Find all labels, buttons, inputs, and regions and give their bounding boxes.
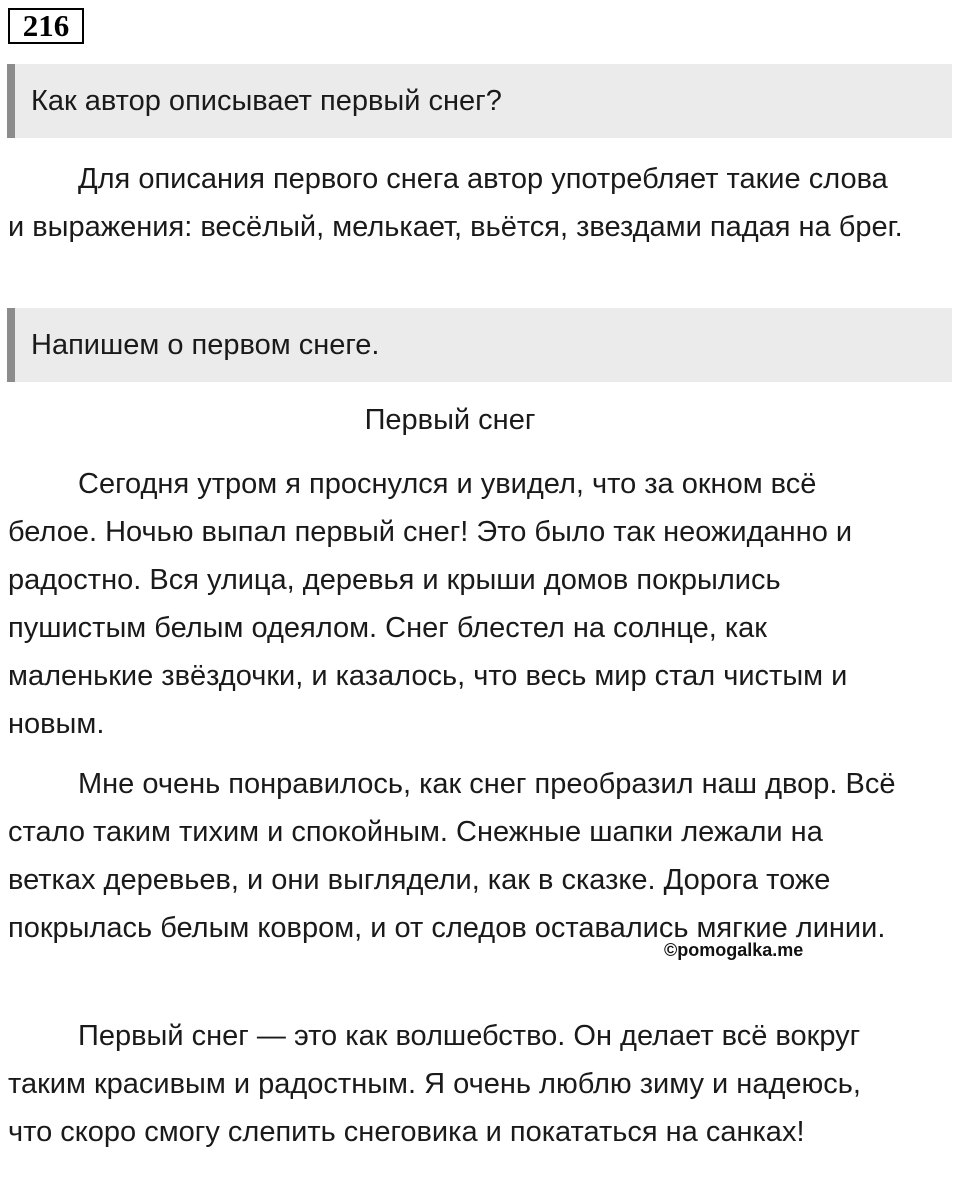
watermark: ©pomogalka.me (664, 940, 804, 960)
question-1: Как автор описывает первый снег? (7, 64, 952, 138)
question-2: Напишем о первом снеге. (7, 308, 952, 382)
task-number: 216 (8, 8, 84, 44)
essay-paragraph-1: Сегодня утром я проснулся и увидел, что за окном всё белое. Ночью выпал первый снег! Это было так неожиданно и радостно. Вся улица, деревья и крыши домов покрылись пушистым белым одеялом. Снег блестел на солнце, как маленькие звёздочки, и казалось, что весь мир стал чистым и новым. (8, 468, 853, 740)
answer-paragraph: Для описания первого снега автор употребляет такие слова и выражения: весёлый, мелькает, вьётся, звездами падая на брег. (8, 163, 903, 243)
essay-paragraph-2: Мне очень понравилось, как снег преобразил наш двор. Всё стало таким тихим и спокойным. Снежные шапки лежали на ветках деревьев, и они выглядели, как в сказке. Дорога тоже покрылась белым ковром, и от следов оставались мягкие линии. (8, 768, 896, 944)
essay-paragraph-3: Первый снег — это как волшебство. Он делает всё вокруг таким красивым и радостным. Я очень люблю зиму и надеюсь, что скоро смогу слепить снеговика и покататься на санках! (8, 1020, 861, 1148)
essay-title: Первый снег (364, 404, 536, 436)
